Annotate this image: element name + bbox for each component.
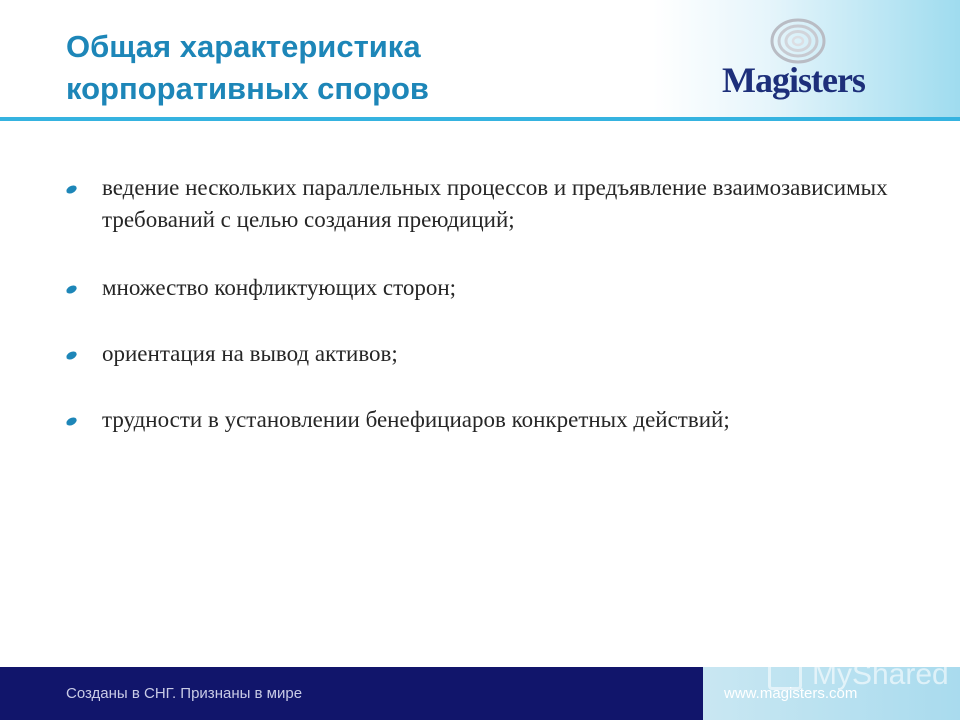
magisters-logo <box>718 18 888 102</box>
bullet-icon <box>65 416 78 427</box>
header-divider <box>0 117 960 121</box>
slide-title <box>66 26 666 110</box>
swirl-logo-icon <box>770 18 826 64</box>
slide-title-line-1: Общая характеристика <box>66 29 421 64</box>
watermark-text: MyShared <box>812 658 949 691</box>
bullet-text: ведение нескольких параллельных процессов и предъявление взаимозависимых требований с целью создания преюдиций; <box>102 175 888 232</box>
bullet-icon <box>65 350 78 361</box>
bullet-icon <box>65 184 78 195</box>
footer-website-link[interactable]: www.magisters.com <box>724 685 858 702</box>
bullet-text: ориентация на вывод активов; <box>102 341 398 366</box>
bullet-text: множество конфликтующих сторон; <box>102 275 457 300</box>
presentation-icon <box>768 662 802 690</box>
logo-text: Magisters <box>722 60 865 100</box>
slide-title-line-2: корпоративных споров <box>66 71 429 106</box>
bullet-icon <box>65 284 78 295</box>
footer-slogan: Созданы в СНГ. Признаны в мире <box>66 685 303 702</box>
bullet-text: трудности в установлении бенефициаров конкретных действий; <box>102 407 730 432</box>
